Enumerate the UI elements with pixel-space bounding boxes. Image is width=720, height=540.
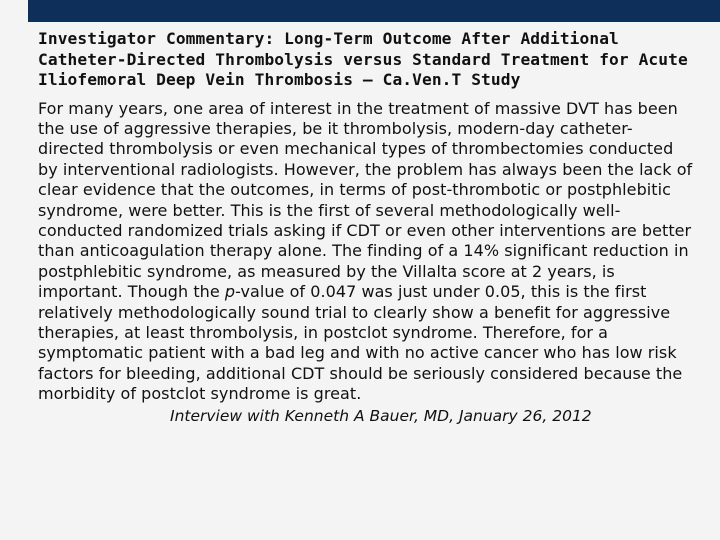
header-bar xyxy=(0,0,720,22)
p-value-symbol: p xyxy=(224,282,236,302)
slide-title: Investigator Commentary: Long-Term Outcome After Additional Catheter-Directed Thrombolysis versus Standard Treatment for Acute Iliofemoral Deep Vein Thrombosis — Ca.Ven.T Study xyxy=(38,29,688,89)
commentary-body-part1: For many years, one area of interest in the treatment of massive DVT has been the use of aggressive therapies, be it thrombolysis, modern-day catheter-directed thrombolysis or even mechanical types of thrombectomies conducted by interventional radiologists. However, the problem has always been the lack of clear evidence that the outcomes, in terms of post-thrombotic or postphlebitic syndrome, were better. This is the first of several methodologically well-conducted randomized trials asking if CDT or even other interventions are better than anticoagulation therapy alone. The finding of a 14% significant reduction in postphlebitic syndrome, as measured by the Villalta score at 2 years, is important. Though the xyxy=(38,98,693,302)
commentary-body xyxy=(38,99,693,405)
commentary-body-part2: -value of 0.047 was just under 0.05, this is the first relatively methodologically sound trial to clearly show a benefit for aggressive therapies, at least thrombolysis, in postclot syndrome. Therefore, for a symptomatic patient with a bad leg and with no active cancer who has low risk factors for bleeding, additional CDT should be seriously considered because the morbidity of postclot syndrome is great. xyxy=(38,282,683,404)
slide-content xyxy=(38,29,693,426)
header-bar-gap xyxy=(0,0,28,22)
interview-attribution: Interview with Kenneth A Bauer, MD, January 26, 2012 xyxy=(170,406,592,425)
